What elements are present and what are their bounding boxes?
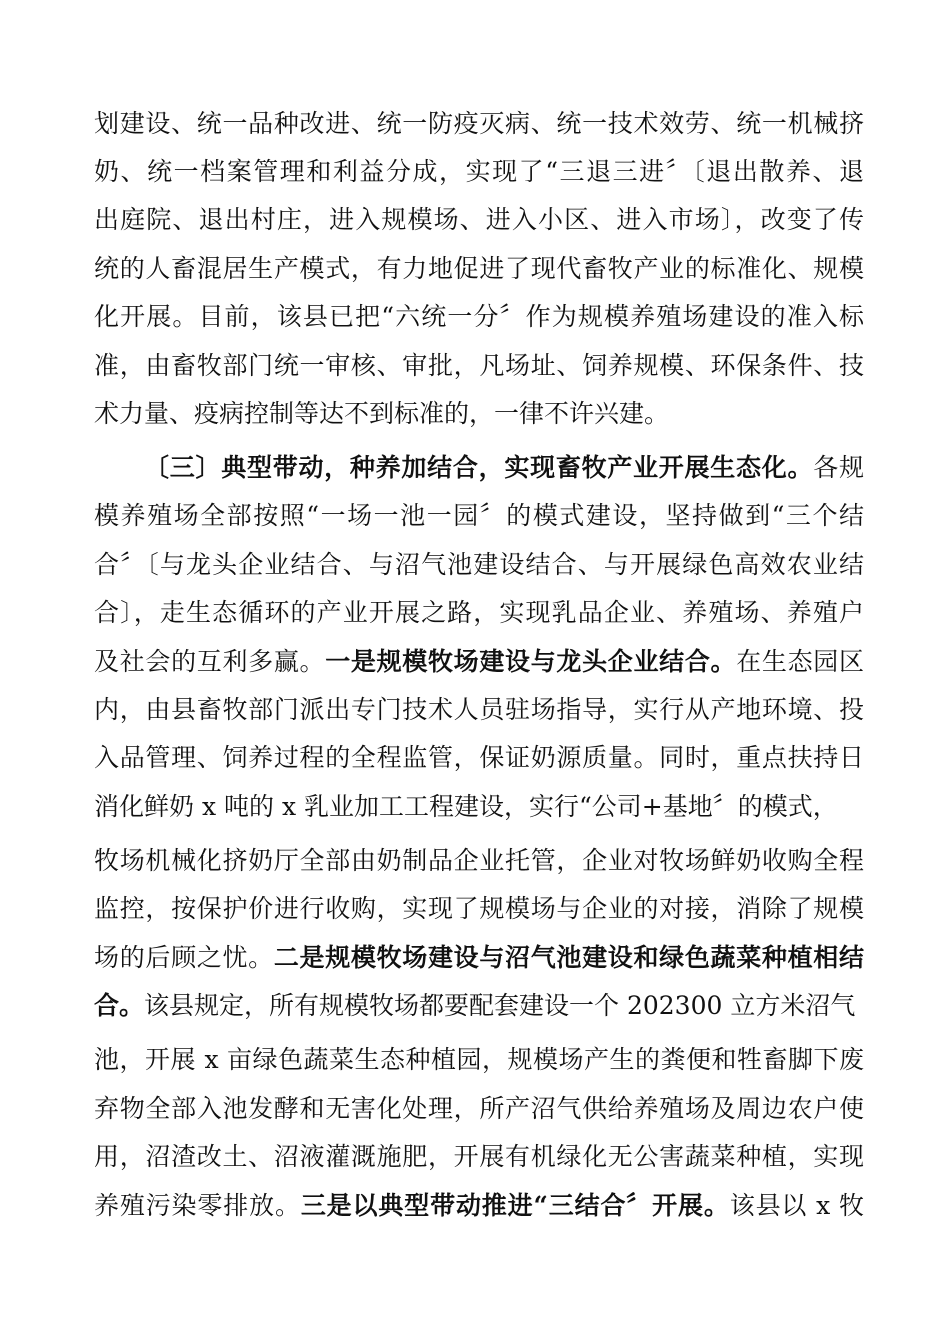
text-run: 合〕，走生态循环的产业开展之路，实现乳品企业、养殖场、养殖户 (94, 598, 864, 627)
text-run: 出庭院、退出村庄，进入规模场、进入小区、进入市场〕，改变了传 (94, 205, 864, 234)
text-line (94, 196, 864, 244)
text-run: 池，开展 x 亩绿色蔬菜生态种植园，规模场产生的粪便和牲畜脚下废 (94, 1045, 864, 1074)
text-run: 该县规定，所有规模牧场都要配套建设一个 202300 立方米沼气 (144, 991, 856, 1020)
bold-run: 合。 (94, 991, 145, 1020)
text-line (94, 100, 864, 148)
text-line (94, 638, 864, 686)
text-run: 化开展。目前，该县已把“六统一分〞作为规模养殖场建设的准入标 (94, 302, 864, 331)
text-run: 准，由畜牧部门统一审核、审批，凡场址、饲养规模、环保条件、技 (94, 351, 864, 380)
text-run: 场的后顾之忧。 (94, 943, 274, 972)
section-heading-line (144, 444, 864, 492)
text-line (94, 734, 864, 782)
text-line (94, 148, 864, 196)
text-run: 在生态园区 (736, 647, 864, 676)
text-line (94, 837, 864, 885)
text-run: 合〞〔与龙头企业结合、与沼气池建设结合、与开展绿色高效农业结 (94, 550, 864, 579)
text-line (94, 492, 864, 540)
text-line (94, 293, 864, 341)
text-run: 弃物全部入池发酵和无害化处理，所产沼气供给养殖场及周边农户使 (94, 1094, 864, 1123)
text-run: 及社会的互利多赢。 (94, 647, 326, 676)
text-run: 内，由县畜牧部门派出专门技术人员驻场指导，实行从产地环境、投 (94, 695, 864, 724)
text-line (94, 245, 864, 293)
text-run: 各规 (813, 453, 864, 482)
section-heading: 〔三〕典型带动，种养加结合，实现畜牧产业开展生态化。 (144, 453, 814, 482)
bold-run: 一是规模牧场建设与龙头企业结合。 (325, 647, 737, 676)
text-run: 奶、统一档案管理和利益分成，实现了“三退三进〞〔退出散养、退 (94, 157, 864, 186)
bold-run: 三是以典型带动推进“三结合〞开展。 (300, 1191, 730, 1220)
text-run: 统的人畜混居生产模式，有力地促进了现代畜牧产业的标准化、规模 (94, 254, 864, 283)
text-line (94, 1182, 864, 1230)
bold-run: 二是规模牧场建设与沼气池建设和绿色蔬菜种植相结 (273, 943, 864, 972)
text-line (94, 342, 864, 390)
text-line (94, 589, 864, 637)
text-line (94, 686, 864, 734)
text-run: 模养殖场全部按照“一场一池一园〞的模式建设，坚持做到“三个结 (94, 501, 864, 530)
text-run: 入品管理、饲养过程的全程监管，保证奶源质量。同时，重点扶持日 (94, 743, 864, 772)
text-line (94, 982, 864, 1030)
text-run: 该县以 x 牧 (729, 1191, 864, 1220)
text-run: 划建设、统一品种改进、统一防疫灭病、统一技术效劳、统一机械挤 (94, 109, 864, 138)
text-run: 牧场机械化挤奶厅全部由奶制品企业托管，企业对牧场鲜奶收购全程 (94, 846, 864, 875)
text-line (94, 1085, 864, 1133)
text-run: 监控，按保护价进行收购，实现了规模场与企业的对接，消除了规模 (94, 894, 864, 923)
text-line (94, 783, 864, 831)
text-run: 消化鲜奶 x 吨的 x 乳业加工工程建设，实行“公司+基地〞的模式， (94, 792, 838, 821)
text-line (94, 885, 864, 933)
text-line (94, 1036, 864, 1084)
text-run: 术力量、疫病控制等达不到标准的，一律不许兴建。 (94, 399, 670, 428)
text-line (94, 1133, 864, 1181)
text-run: 用，沼渣改土、沼液灌溉施肥，开展有机绿化无公害蔬菜种植，实现 (94, 1142, 864, 1171)
text-line (94, 390, 864, 438)
text-run: 养殖污染零排放。 (94, 1191, 301, 1220)
text-line (94, 934, 864, 982)
text-line (94, 541, 864, 589)
